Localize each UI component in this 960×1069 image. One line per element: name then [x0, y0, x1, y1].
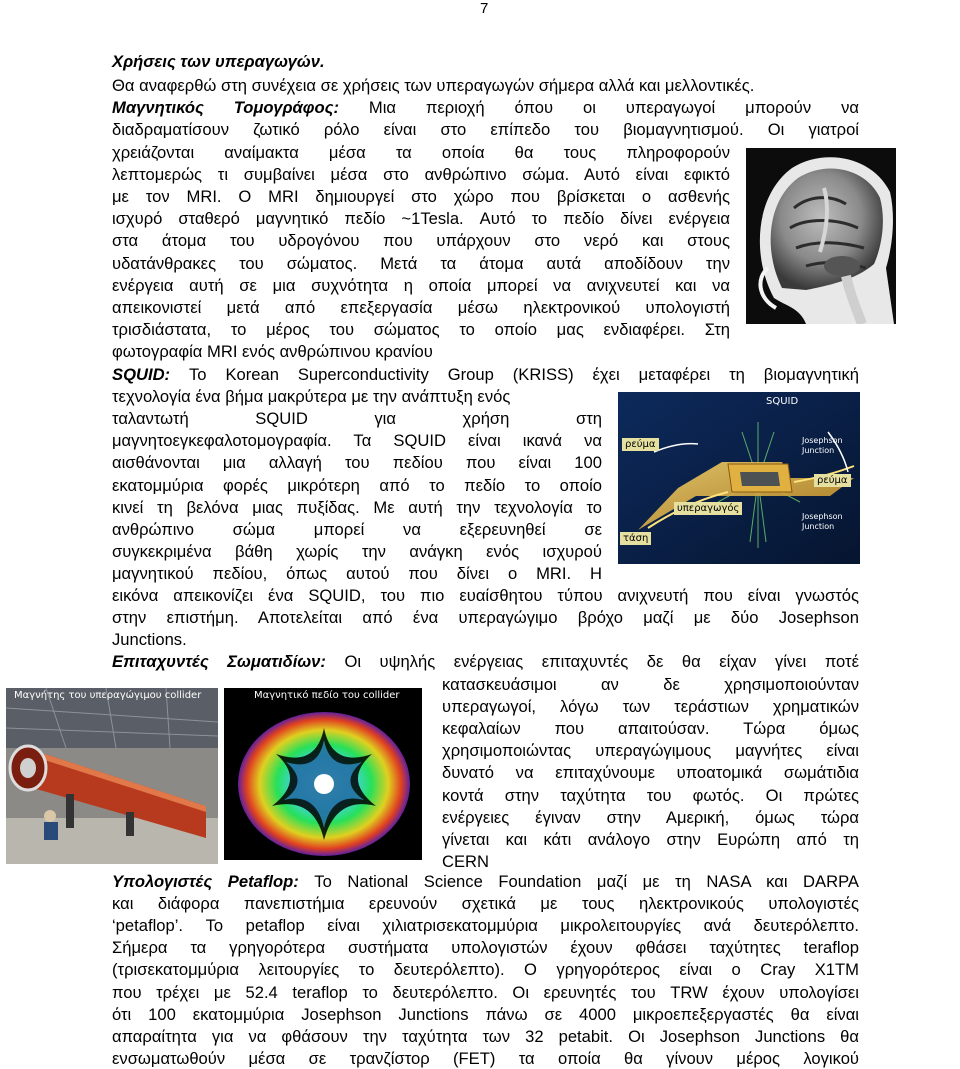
squid-diagram	[618, 392, 860, 564]
squid-title: SQUID	[766, 396, 799, 407]
section-heading-uses: Χρήσεις των υπεραγωγών.	[112, 52, 325, 71]
mri-line: τρισδιάστατα, το μέρος του σώματος το οποίο μας ενδιαφέρει. Στη	[112, 320, 730, 339]
accelerators-line: κατασκευάσιμοι αν δε χρησιμοποιούνταν	[442, 675, 859, 694]
squid-line: ανθρώπινο σώμα μπορεί να εξερευνηθεί σε	[112, 520, 602, 539]
section-heading-accelerators: Επιταχυντές Σωματιδίων:	[112, 652, 326, 671]
magnetic-field-pattern	[224, 688, 422, 860]
accelerators-line: κεφαλαίων που απαιτούσαν. Τώρα όμως	[442, 719, 859, 738]
squid-line: συγκεκριμένα βάθη χωρίς την ανάγκη ενός ισχυρού	[112, 542, 602, 561]
mri-line: χρειάζονται αναίμακτα μέσα τα οποία θα τους πληροφορούν	[112, 143, 730, 162]
accelerators-line: CERN	[442, 852, 490, 871]
squid-line: τεχνολογία ένα βήμα μακρύτερα με την ανάπτυξη ενός	[112, 387, 511, 406]
squid-line: μαγνητοεγκεφαλοτομογραφία. Τα SQUID είναι ικανά να	[112, 431, 602, 450]
section-heading-mri: Μαγνητικός Τομογράφος:	[112, 98, 339, 117]
petaflop-line: και διάφορα πανεπιστήμια ερευνούν σχετικά με τους ηλεκτρονικούς υπολογιστές	[112, 894, 859, 913]
collider-magnet-photo	[6, 688, 218, 864]
mri-line: ενέργεια αυτή σε μια συχνότητα η οποία μπορεί να ανιχνευτεί και να	[112, 276, 730, 295]
squid-line: μαγνητικού πεδίου, όπως αυτού που δίνει ο MRI. Η	[112, 564, 602, 583]
mri-line: φωτογραφία MRI ενός ανθρώπινου κρανίου	[112, 342, 433, 361]
accelerators-line: υπεραγωγοί, λόγω των τεράστιων χρηματικών	[442, 697, 859, 716]
mri-line: διαδραματίσουν ζωτικό ρόλο είναι στο επίπεδο του βιομαγνητισμού. Οι γιατροί	[112, 120, 859, 139]
squid-label-current-right: ρεύμα	[814, 474, 851, 487]
petaflop-line: ότι 100 εκατομμύρια Josephson Junctions πάνω σε 4000 μικροεπεξεργαστές θα είναι	[112, 1005, 859, 1024]
petaflop-line: (τρισεκατομμύρια λειτουργίες το δευτερόλεπτο). Ο γρηγορότερος είναι ο Cray X1TM	[112, 960, 859, 979]
page-number: 7	[480, 0, 489, 17]
accelerators-line: δυνατό να επιταχύνουμε υποατομικά σωμάτιδια	[442, 763, 859, 782]
squid-label-junction-top: Josephson Junction	[802, 436, 843, 455]
mri-line: απεικονιστεί μετά από επεξεργασία μέσω ηλεκτρονικού υπολογιστή	[112, 298, 730, 317]
accelerators-line: κοντά στην ταχύτητα του φωτός. Οι πρώτες	[442, 786, 859, 805]
accelerators-line: Οι υψηλής ενέργειας επιταχυντές δε θα είχαν γίνει ποτέ	[344, 652, 859, 671]
accelerators-line: γίνεται και κάτι ανάλογο στην Ευρώπη από τη	[442, 830, 859, 849]
petaflop-line: που τρέχει με 52.4 teraflop το δευτερόλεπτο. Οι ερευνητές του TRW έχουν υπολογίσει	[112, 983, 859, 1002]
squid-line: Το Korean Superconductivity Group (KRISS) έχει μεταφέρει τη βιομαγνητική	[189, 365, 859, 384]
accelerators-line: χρησιμοποιώντας υπεραγώγιμους μαγνήτες είναι	[442, 741, 859, 760]
accelerators-line: ενέργειες έγιναν στην Αμερική, όμως τώρα	[442, 808, 859, 827]
section-heading-petaflop: Υπολογιστές Petaflop:	[112, 872, 299, 891]
squid-label-superconductor: υπεραγωγός	[674, 502, 742, 515]
squid-line: αισθάνονται μια αλλαγή του πεδίου που είναι 100	[112, 453, 602, 472]
intro-text: Θα αναφερθώ στη συνέχεια σε χρήσεις των υπεραγωγών σήμερα αλλά και μελλοντικές.	[112, 76, 755, 95]
squid-line: κινεί τη βελόνα μιας πυξίδας. Με αυτή την τεχνολογία το	[112, 498, 602, 517]
petaflop-line: Το National Science Foundation μαζί με τη NASA και DARPA	[314, 872, 859, 891]
mri-line: Μια περιοχή όπου οι υπεραγωγοί μπορούν να	[368, 98, 859, 117]
petaflop-line: ‘petaflop’. Το petaflop είναι χιλιατρισεκατομμύρια μικρολειτουργίες ανά δευτερόλεπτο.	[112, 916, 859, 935]
mri-line: με τον MRI. Ο MRI δημιουργεί στο χώρο που βρίσκεται ο ασθενής	[112, 187, 730, 206]
squid-line: Junctions.	[112, 630, 187, 649]
squid-label-voltage: τάση	[620, 532, 651, 545]
squid-line: εκατομμύρια φορές μικρότερη από το πεδίο το οποίο	[112, 476, 602, 495]
section-heading-squid: SQUID:	[112, 365, 171, 384]
collider-photo-caption: Μαγνήτης του υπεραγώγιμου collider	[14, 690, 202, 701]
squid-label-junction-bottom: Josephson Junction	[802, 512, 843, 531]
petaflop-line: απαραίτητα για να φθάσουν την ταχύτητα των 32 petabit. Οι Josephson Junctions θα	[112, 1027, 859, 1046]
field-pattern-caption: Μαγνητικό πεδίο του collider	[254, 690, 400, 701]
squid-label-current-left: ρεύμα	[622, 438, 659, 451]
squid-line: στην επιστήμη. Αποτελείται από ένα υπεραγώγιμο βρόχο μαζί με δύο Josephson	[112, 608, 859, 627]
petaflop-line: Σήμερα τα γρηγορότερα συστήματα υπολογιστών έχουν φθάσει ταχύτητες teraflop	[112, 938, 859, 957]
squid-line: ταλαντωτή SQUID για χρήση στη	[112, 409, 602, 428]
mri-skull-image	[746, 148, 896, 324]
mri-line: λεπτομερώς τι συμβαίνει μέσα στο ανθρώπινο σώμα. Αυτό είναι εφικτό	[112, 165, 730, 184]
mri-line: στα άτομα του υδρογόνου που υπάρχουν στο νερό και στους	[112, 231, 730, 250]
squid-line: εικόνα απεικονίζει ένα SQUID, του πιο ευαίσθητου τύπου ανιχνευτή που είναι γνωστός	[112, 586, 859, 605]
mri-line: υδατάνθρακες του σώματος. Μετά τα άτομα αυτά αποδίδουν την	[112, 254, 730, 273]
petaflop-line: ενσωματωθούν μέσα σε τρανζίστορ (FET) τα οποία θα γίνουν μέρος λογικού	[112, 1049, 859, 1068]
mri-line: ισχυρό σταθερό μαγνητικό πεδίο ~1Tesla. Αυτό το πεδίο δίνει ενέργεια	[112, 209, 730, 228]
